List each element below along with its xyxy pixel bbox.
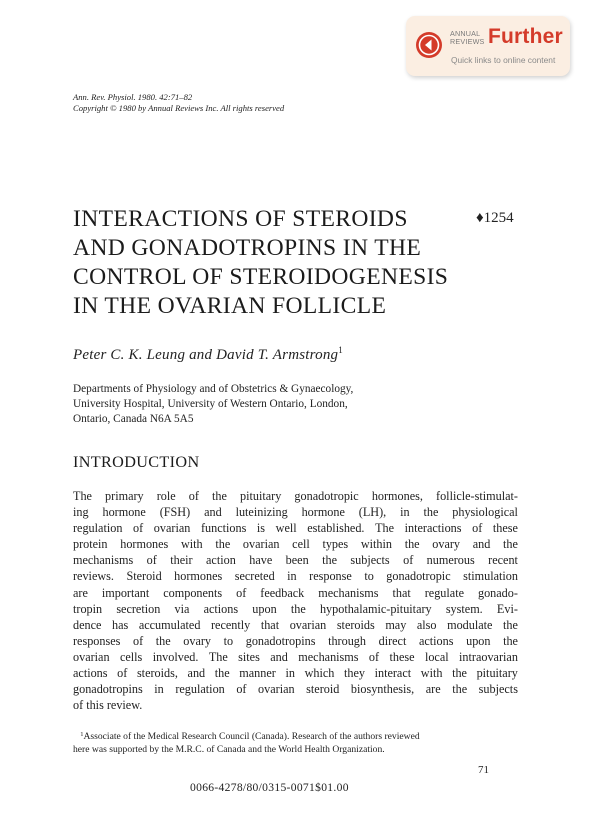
body-word: action bbox=[206, 553, 236, 568]
body-word: The bbox=[208, 649, 228, 664]
body-word: the bbox=[215, 537, 231, 552]
body-line bbox=[73, 697, 518, 713]
body-word: the bbox=[503, 537, 518, 552]
body-word: ovarian bbox=[73, 649, 110, 664]
body-word: reviews. bbox=[73, 569, 114, 584]
body-word: that bbox=[392, 585, 411, 600]
body-word: ing bbox=[73, 505, 89, 520]
page-number: 71 bbox=[478, 764, 489, 776]
body-word: (FSH) bbox=[159, 505, 191, 520]
body-word: local bbox=[424, 649, 449, 664]
body-word: which bbox=[304, 666, 335, 681]
body-word: intraovarian bbox=[459, 649, 518, 664]
body-word: gonadotropins bbox=[245, 633, 316, 648]
article-code: ♦1254 bbox=[476, 210, 514, 226]
body-word: numerous bbox=[426, 553, 475, 568]
body-word: upon bbox=[252, 601, 277, 616]
body-line bbox=[73, 601, 518, 617]
citation bbox=[73, 92, 284, 113]
body-word: ovarian bbox=[242, 537, 280, 552]
body-word: of bbox=[236, 682, 247, 697]
affiliation bbox=[73, 382, 353, 426]
body-word: review. bbox=[103, 698, 143, 713]
body-word: been bbox=[285, 553, 309, 568]
body-word: cells bbox=[119, 649, 143, 664]
body-word: gonadotropic bbox=[386, 569, 451, 584]
body-word: gonado- bbox=[477, 585, 518, 600]
body-word: in bbox=[285, 666, 295, 681]
body-word: subjects bbox=[350, 553, 390, 568]
body-word: the bbox=[212, 489, 227, 503]
body-word: steroids bbox=[336, 617, 375, 632]
body-word: interact bbox=[374, 666, 412, 681]
footnote-mark: 1 bbox=[80, 731, 84, 738]
body-word: response bbox=[309, 569, 352, 584]
body-word: the bbox=[155, 633, 171, 648]
body-word: and bbox=[204, 505, 222, 520]
citation-copyright: Copyright © 1980 by Annual Reviews Inc. All rights reserved bbox=[73, 102, 285, 113]
body-word: their bbox=[170, 553, 193, 568]
body-word: of bbox=[73, 698, 84, 713]
body-word: pituitary bbox=[240, 489, 282, 503]
further-subtitle: Quick links to online content bbox=[451, 55, 556, 65]
body-word: tropin bbox=[73, 601, 103, 616]
body-word: the bbox=[503, 617, 518, 632]
body-word: system. bbox=[445, 601, 483, 616]
body-word: direct bbox=[378, 633, 407, 648]
body-line bbox=[73, 665, 518, 681]
body-word: protein bbox=[73, 537, 108, 552]
body-line bbox=[73, 552, 518, 568]
body-word: these bbox=[389, 649, 415, 664]
body-line bbox=[73, 617, 518, 633]
author-names: Peter C. K. Leung and David T. Armstrong bbox=[73, 347, 339, 363]
body-word: with bbox=[420, 666, 443, 681]
body-word: ovarian bbox=[153, 521, 191, 536]
play-circle-icon bbox=[415, 31, 443, 59]
body-line bbox=[73, 633, 518, 649]
body-word: recent bbox=[488, 553, 518, 568]
body-word: through bbox=[328, 633, 366, 648]
body-word: has bbox=[112, 617, 129, 632]
footnote bbox=[73, 728, 520, 756]
body-word: these bbox=[492, 521, 518, 536]
body-word: pituitary bbox=[476, 666, 518, 681]
footnote-line-1 bbox=[73, 728, 520, 743]
body-word: secreted bbox=[234, 569, 275, 584]
body-word: may bbox=[385, 617, 407, 632]
body-word: the bbox=[322, 553, 337, 568]
body-line bbox=[73, 649, 518, 665]
body-word: the bbox=[452, 682, 468, 697]
body-word: and bbox=[187, 666, 206, 681]
body-word: the bbox=[290, 601, 306, 616]
title-line: INTERACTIONS OF STEROIDS bbox=[73, 206, 408, 232]
body-word: also bbox=[416, 617, 437, 632]
body-word: regulate bbox=[424, 585, 464, 600]
body-word: regulation bbox=[73, 521, 123, 536]
body-word: primary bbox=[105, 489, 144, 503]
body-word: ovarian bbox=[258, 682, 295, 697]
body-word: to bbox=[364, 569, 374, 584]
body-word: hormones bbox=[120, 537, 169, 552]
body-word: ovary bbox=[183, 633, 212, 648]
body-word: sites bbox=[238, 649, 260, 664]
body-word: hormone bbox=[102, 505, 146, 520]
body-word: regulation bbox=[175, 682, 225, 697]
body-word: interactions bbox=[404, 521, 462, 536]
body-word: with bbox=[180, 537, 203, 552]
body-line bbox=[73, 488, 518, 504]
body-word: to bbox=[223, 633, 234, 648]
body-word: luteinizing bbox=[235, 505, 288, 520]
issn-line: 0066-4278/80/0315-0071$01.00 bbox=[190, 781, 349, 794]
body-word: components bbox=[163, 585, 223, 600]
body-word: in bbox=[400, 505, 410, 520]
body-line bbox=[73, 585, 518, 601]
body-word: feedback bbox=[260, 585, 305, 600]
body-word: within bbox=[360, 537, 393, 552]
brand-line-1: ANNUAL bbox=[450, 29, 481, 38]
citation-journal: Ann. Rev. Physiol. 1980. 42:71–82 bbox=[73, 92, 193, 102]
body-word: are bbox=[73, 585, 88, 600]
body-word: (LH), bbox=[358, 505, 387, 520]
body-word: are bbox=[425, 682, 441, 697]
body-word: recently bbox=[211, 617, 251, 632]
body-word: hypothalamic-pituitary bbox=[319, 601, 432, 616]
body-word: responses bbox=[73, 633, 121, 648]
annual-reviews-further-badge[interactable] bbox=[406, 16, 570, 76]
body-word: follicle-stimulat- bbox=[436, 489, 518, 503]
body-word: Evi- bbox=[496, 601, 518, 616]
body-word: hormone bbox=[301, 505, 345, 520]
body-word: the bbox=[214, 666, 230, 681]
body-word: the bbox=[404, 537, 420, 552]
body-line bbox=[73, 504, 518, 520]
body-word: gonadotropins bbox=[73, 682, 143, 697]
body-word: established. bbox=[307, 521, 365, 536]
body-word: steroid bbox=[306, 682, 340, 697]
body-word: of bbox=[188, 489, 199, 503]
body-word: functions bbox=[200, 521, 247, 536]
body-word: in bbox=[287, 569, 297, 584]
body-word: is bbox=[256, 521, 266, 536]
body-word: role bbox=[156, 489, 176, 503]
title-line: AND GONADOTROPINS IN THE bbox=[73, 235, 422, 261]
body-word: dence bbox=[73, 617, 102, 632]
author-footnote-mark: 1 bbox=[338, 345, 343, 355]
body-word: and bbox=[472, 537, 491, 552]
body-word: of bbox=[133, 521, 144, 536]
body-word: actions bbox=[73, 666, 108, 681]
body-word: they bbox=[343, 666, 365, 681]
body-word: hormones, bbox=[371, 489, 423, 503]
affiliation-line: Departments of Physiology and of Obstetrics & Gynaecology, bbox=[73, 383, 354, 395]
body-word: modulate bbox=[447, 617, 493, 632]
body-word: actions bbox=[418, 633, 454, 648]
annual-reviews-brand bbox=[450, 30, 490, 46]
article-title bbox=[73, 205, 473, 321]
body-word: Steroid bbox=[126, 569, 162, 584]
authors bbox=[73, 345, 343, 364]
body-word: have bbox=[249, 553, 273, 568]
footnote-text-1: Associate of the Medical Research Council (Canada). Research of the authors reviewed bbox=[83, 731, 420, 742]
body-word: involved. bbox=[152, 649, 199, 664]
body-word: stimulation bbox=[463, 569, 518, 584]
body-line bbox=[73, 536, 518, 552]
body-word: physiological bbox=[452, 505, 518, 520]
body-word: The bbox=[375, 521, 395, 536]
body-word: secretion bbox=[116, 601, 161, 616]
body-word: the bbox=[503, 633, 518, 648]
body-word: of bbox=[472, 521, 483, 536]
body-word: of bbox=[236, 585, 247, 600]
body-word: mechanisms bbox=[318, 585, 379, 600]
brand-line-2: REVIEWS bbox=[450, 37, 485, 46]
footnote-line-2: here was supported by the M.R.C. of Canada and the World Health Organization. bbox=[73, 744, 385, 755]
body-word: via bbox=[174, 601, 190, 616]
body-word: The bbox=[73, 489, 92, 503]
body-word: biosynthesis, bbox=[350, 682, 415, 697]
body-word: ovarian bbox=[289, 617, 327, 632]
body-word: subjects bbox=[478, 682, 518, 697]
body-word: of bbox=[368, 649, 380, 664]
section-heading: INTRODUCTION bbox=[73, 453, 200, 471]
further-label: Further bbox=[488, 25, 563, 48]
body-word: cell bbox=[292, 537, 310, 552]
body-word: the bbox=[423, 505, 439, 520]
body-word: of bbox=[117, 666, 128, 681]
affiliation-line: University Hospital, University of Western Ontario, London, bbox=[73, 397, 348, 410]
body-word: mechanisms bbox=[298, 649, 359, 664]
body-word: gonadotropic bbox=[294, 489, 359, 503]
body-word: mechanisms bbox=[73, 553, 134, 568]
body-word: of bbox=[146, 553, 157, 568]
body-word: actions bbox=[203, 601, 239, 616]
body-word: upon bbox=[466, 633, 491, 648]
body-line bbox=[73, 568, 518, 584]
body-text bbox=[73, 488, 518, 713]
body-word: ovary bbox=[432, 537, 461, 552]
body-word: types bbox=[322, 537, 349, 552]
body-word: that bbox=[260, 617, 280, 632]
affiliation-line: Ontario, Canada N6A 5A5 bbox=[73, 412, 194, 425]
body-word: steroids, bbox=[136, 666, 178, 681]
title-line: CONTROL OF STEROIDOGENESIS bbox=[73, 264, 449, 290]
body-line bbox=[73, 681, 518, 697]
body-word: well bbox=[275, 521, 297, 536]
body-word: hormones bbox=[174, 569, 223, 584]
body-word: the bbox=[452, 666, 467, 681]
body-word: in bbox=[154, 682, 164, 697]
body-word: this bbox=[83, 698, 104, 713]
body-word: and bbox=[270, 649, 288, 664]
body-word: of bbox=[133, 633, 144, 648]
body-word: important bbox=[101, 585, 150, 600]
body-word: accumulated bbox=[138, 617, 201, 632]
title-line: IN THE OVARIAN FOLLICLE bbox=[73, 293, 387, 319]
body-word: of bbox=[403, 553, 414, 568]
body-line bbox=[73, 520, 518, 536]
body-word: manner bbox=[239, 666, 276, 681]
